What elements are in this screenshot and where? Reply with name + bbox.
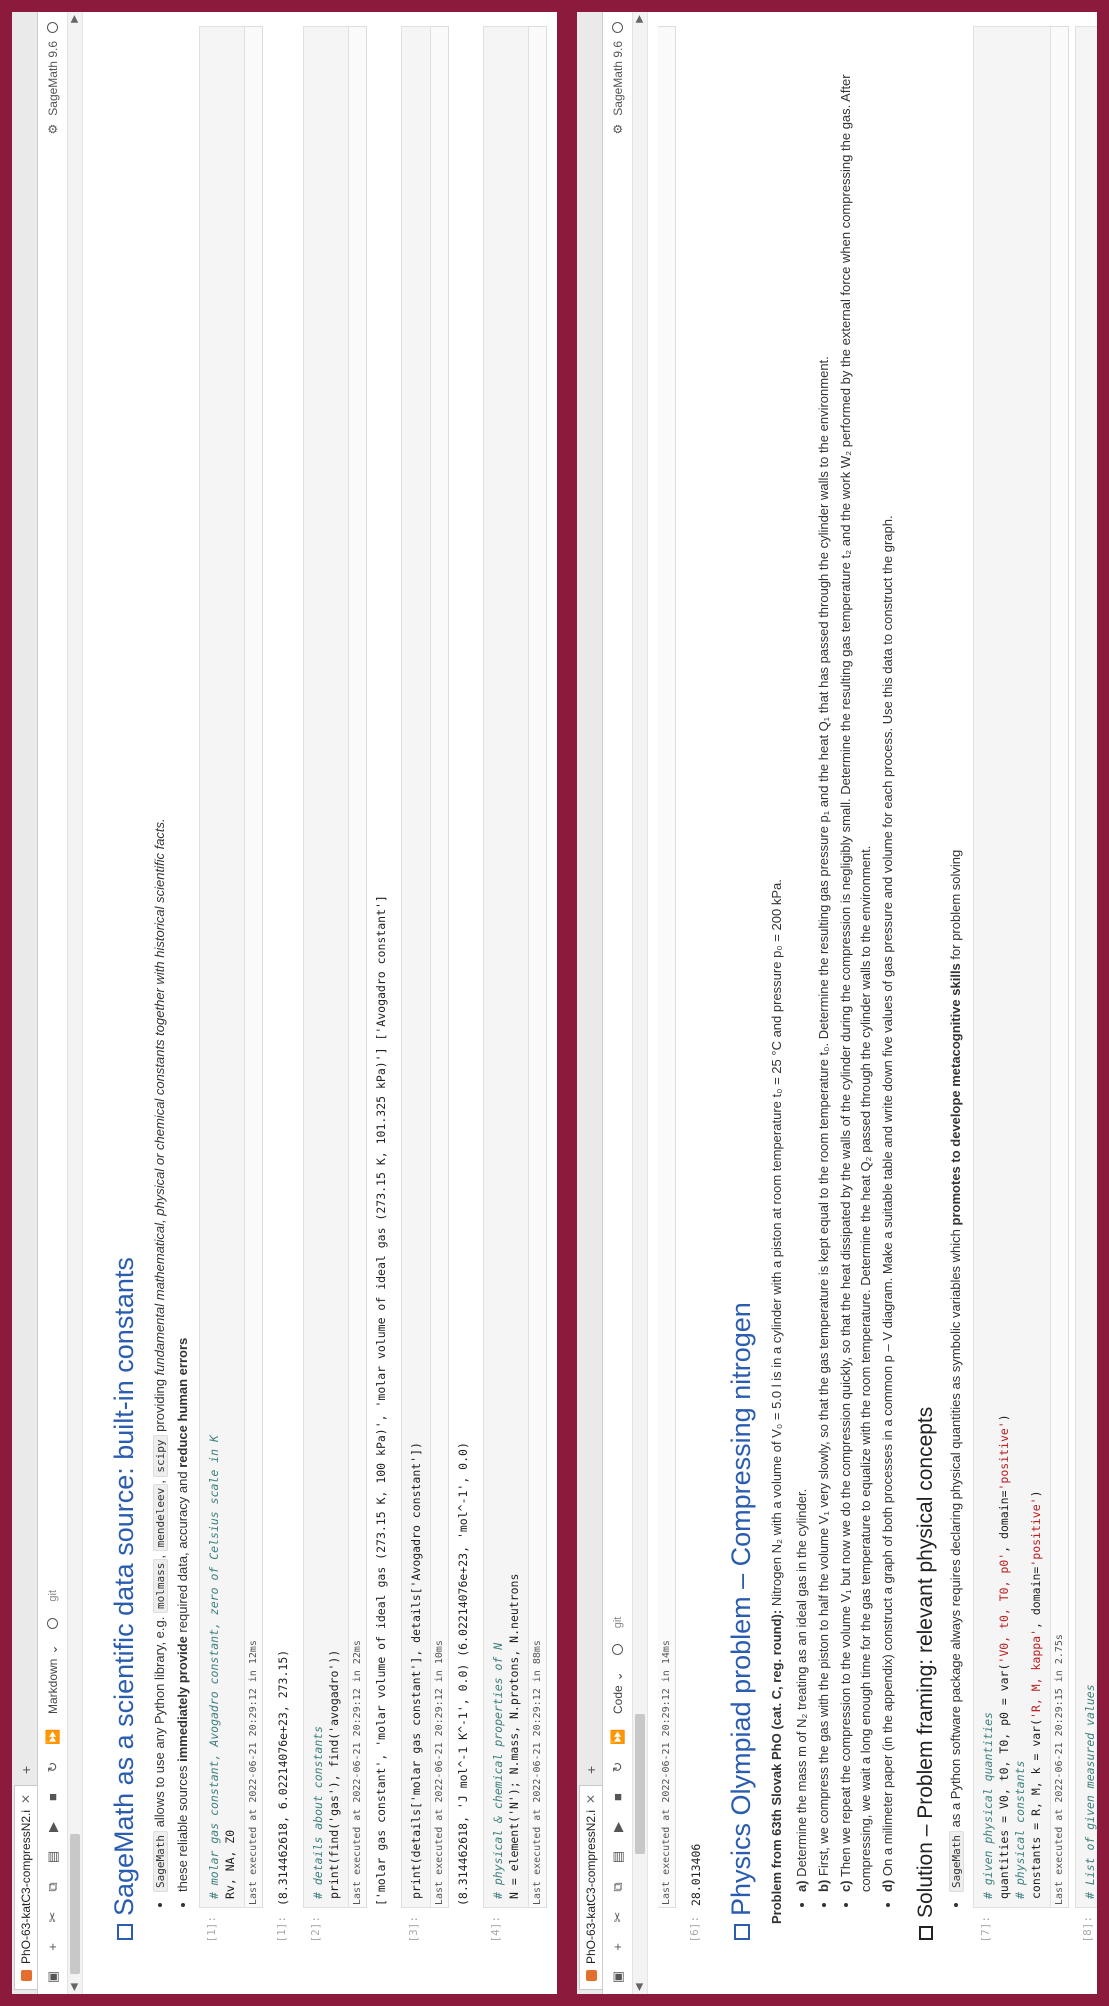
code-mendeleev: mendeleev: [153, 1484, 168, 1552]
last-executed: Last executed at 2022-06-21 20:29:12 in 12ms: [245, 26, 263, 1908]
kernel-status-icon: [612, 22, 623, 33]
last-executed: Last executed at 2022-06-21 20:29:12 in 22ms: [349, 26, 367, 1908]
output-prompt: [6]:: [688, 1916, 701, 1943]
section-heading: [726, 26, 757, 1940]
heading-text: SageMath as a scientific data source: built-in constants: [109, 1257, 139, 1916]
solution-heading: [914, 26, 938, 1940]
cell-type-label: Markdown: [45, 1658, 60, 1714]
left-tab-title: PhO-63-katC3-compressN2.i: [19, 1809, 33, 1964]
bullet-bold: reduce human errors: [175, 1337, 190, 1468]
code-cell[interactable]: [973, 26, 1069, 1980]
item-text: Determine the mass m of N₂ treating as an ideal gas in the cylinder.: [794, 1488, 809, 1877]
last-executed: Last executed at 2022-06-21 20:29:12 in 88ms: [529, 26, 547, 1908]
left-toolbar: [38, 12, 68, 1994]
item-text: First, we compress the gas with the piston to half the volume V₁ very slowly, so that the gas temperature is kept equal to the room temperature t₀. Determine the resulting gas pressure p₁ and the heat Q₁ that has passed through the cylinder walls to the environment.: [816, 356, 831, 1877]
code-editor[interactable]: print(details['molar gas constant'], details['Avogadro constant']): [401, 26, 431, 1908]
code-editor[interactable]: # given physical quantities quantities = V0, t0, T0, p0 = var('V0, t0, T0, p0', domain='positive') # physical constants constants = R, M, k = var('R, M, kappa', domain='positive'): [973, 26, 1051, 1908]
bullet-text: these reliable sources: [175, 1765, 190, 1892]
fast-forward-icon[interactable]: ⏩: [609, 1728, 625, 1746]
chevron-down-icon: ⌄: [45, 1644, 60, 1655]
cell-output: (8.314462618, 6.02214076e+23, 273.15): [276, 1649, 290, 1906]
notebook-icon: [21, 1970, 32, 1981]
run-icon[interactable]: ▶: [44, 1822, 60, 1832]
code-editor[interactable]: [199, 26, 245, 1908]
cell-output: 28.013406: [689, 1843, 703, 1906]
bullet-text: for problem solving: [948, 849, 963, 960]
code-comment: # physical & chemical properties of N: [491, 1642, 505, 1899]
right-notebook-window: [577, 12, 1097, 1994]
right-tab-title: PhO-63-katC3-compressN2.i: [584, 1809, 598, 1964]
input-prompt: [1]:: [205, 1916, 218, 1943]
item-key: c): [838, 1880, 853, 1892]
intro-list: [150, 26, 193, 1920]
notebook-icon: [586, 1970, 597, 1981]
problem-item: [814, 26, 834, 1892]
problem-items: [792, 26, 898, 1920]
scroll-left-icon[interactable]: ◀: [69, 1983, 80, 1991]
code-editor[interactable]: [303, 26, 349, 1908]
git-label: git: [46, 1589, 59, 1602]
heading-text: Solution – Problem framing: relevant physical concepts: [914, 1406, 937, 1918]
copy-icon[interactable]: ⧉: [609, 1882, 625, 1892]
code-editor[interactable]: # List of given measured values: [1075, 26, 1097, 1908]
stop-icon[interactable]: ■: [610, 1793, 625, 1801]
item-key: d): [880, 1879, 895, 1892]
code-sagemath: SageMath: [153, 1831, 168, 1892]
input-prompt: [8]:: [1081, 1916, 1094, 1943]
new-tab-button[interactable]: +: [583, 1765, 599, 1774]
add-cell-icon[interactable]: +: [610, 1943, 625, 1951]
scroll-right-icon[interactable]: ▶: [69, 15, 80, 23]
section-heading: [109, 26, 140, 1940]
code-text: N = element('N'); N.mass, N.protons, N.neutrons: [507, 1573, 521, 1899]
left-tab-bar: [12, 12, 38, 1994]
code-sagemath: SageMath: [949, 1831, 964, 1892]
code-molmass: molmass: [153, 1559, 168, 1613]
heading-text: Physics Olympiad problem – Compressing nitrogen: [726, 1302, 756, 1916]
code-scipy: scipy: [153, 1435, 168, 1476]
checkbox-icon: [117, 1924, 133, 1940]
bullet-bold: promotes to develope metacognitive skills: [948, 963, 963, 1226]
git-label: git: [611, 1616, 624, 1629]
last-executed: Last executed at 2022-06-21 20:29:15 in 2.75s: [1051, 26, 1069, 1908]
output-cell: [682, 26, 710, 1980]
code-text: print(find('gas'), find('avogadro')): [327, 1649, 341, 1899]
restart-icon[interactable]: ↻: [609, 1761, 625, 1773]
right-toolbar: [603, 12, 633, 1994]
scrollbar-thumb[interactable]: [635, 1714, 645, 1854]
bullet-text: required data, accuracy and: [175, 1471, 190, 1633]
input-prompt: [3]:: [407, 1916, 420, 1943]
output-prompt: [1]:: [275, 1916, 288, 1943]
item-text: Then we repeat the compression to the volume V₁ but now we do the compression quickly, so that the heat dissipated by the walls of the cylinder during the compression is negligibly small. Determine the resulting gas temperature t₂ and the work W₂ performed by the external force when compressing the gas. After compressing, we wait a long enough time for the gas temperature to equalize with the room temperature. Determine the heat Q₂ passed through the cylinder walls to the environment.: [838, 74, 873, 1892]
fast-forward-icon[interactable]: ⏩: [44, 1728, 60, 1746]
paste-icon[interactable]: ▤: [44, 1850, 60, 1864]
bullet-text: providing: [152, 1379, 167, 1432]
output-cell: [553, 26, 557, 1980]
kernel-name[interactable]: SageMath 9.6: [45, 41, 60, 116]
problem-item: [792, 26, 812, 1892]
code-cell[interactable]: [303, 26, 395, 1980]
add-cell-icon[interactable]: +: [45, 1943, 60, 1951]
left-notebook-body: [83, 12, 557, 1994]
paste-icon[interactable]: ▤: [609, 1850, 625, 1864]
last-executed: Last executed at 2022-06-21 20:29:12 in 10ms: [431, 26, 449, 1908]
problem-intro: Nitrogen N₂ with a volume of V₀ = 5.0 l is in a cylinder with a piston at room temperature t₀ = 25 °C and pressure p₀ = 200 kPa.: [769, 879, 784, 1607]
item-text: On a milimeter paper (in the appendix) construct a graph of both processes in a common p – V diagram. Make a suitable table and write down five values of gas pressure and volume for each process. Use this data to construct the graph.: [880, 515, 895, 1877]
bullet-text-italic: fundamental mathematical, physical or chemical constants together with historical scientific facts.: [152, 818, 167, 1376]
item-key: b): [816, 1879, 831, 1892]
left-notebook-window: [12, 12, 557, 1994]
code-comment: # details about constants: [311, 1725, 325, 1899]
checkbox-icon: [734, 1924, 750, 1940]
save-icon[interactable]: ▣: [44, 1970, 60, 1984]
right-notebook-tab[interactable]: [579, 1785, 602, 1990]
solution-bullet: [946, 26, 967, 1892]
cut-icon[interactable]: ✂: [609, 1911, 625, 1923]
clock-icon[interactable]: [47, 1618, 58, 1629]
item-key: a): [794, 1880, 809, 1892]
input-prompt: [2]:: [309, 1916, 322, 1943]
code-comment: # molar gas constant, Avogadro constant, zero of Celsius scale in K: [207, 1435, 221, 1899]
kernel-name[interactable]: SageMath 9.6: [610, 41, 625, 116]
intro-bullet: • SageMath allows to use any Python library, e.g. molmass, mendeleev, scipy providing fundamental mathematical, physical or chemical constants together with historical scientific facts.: [150, 26, 171, 1892]
kernel-status-icon: [47, 22, 58, 33]
solution-list: [946, 26, 967, 1920]
copy-icon[interactable]: ⧉: [44, 1882, 60, 1892]
scroll-left-icon[interactable]: ◀: [634, 1983, 645, 1991]
problem-item: [878, 26, 898, 1892]
scrollbar-thumb[interactable]: [70, 1834, 80, 1974]
bullet-bold: immediately provide: [175, 1636, 190, 1762]
problem-item: [836, 26, 876, 1892]
stop-icon[interactable]: ■: [45, 1793, 60, 1801]
horizontal-scrollbar[interactable]: [633, 12, 648, 1994]
previous-cell-tail: [658, 26, 676, 1980]
chevron-down-icon: ⌄: [610, 1671, 625, 1682]
bullet-text: allows to use any Python library, e.g.: [152, 1616, 167, 1828]
input-prompt: [4]:: [489, 1916, 502, 1943]
new-tab-button[interactable]: +: [18, 1765, 34, 1774]
code-cell[interactable]: [1075, 26, 1097, 1980]
code-cell[interactable]: [199, 26, 263, 1980]
cell-type-select[interactable]: [611, 1671, 625, 1714]
last-executed: Last executed at 2022-06-21 20:29:12 in 14ms: [658, 26, 676, 1908]
code-cell[interactable]: [483, 26, 547, 1980]
run-icon[interactable]: ▶: [609, 1822, 625, 1832]
gear-icon[interactable]: ⚙: [610, 123, 625, 135]
restart-icon[interactable]: ↻: [44, 1761, 60, 1773]
code-editor[interactable]: [483, 26, 529, 1908]
save-icon[interactable]: ▣: [609, 1970, 625, 1984]
scroll-right-icon[interactable]: ▶: [634, 15, 645, 23]
cut-icon[interactable]: ✂: [44, 1911, 60, 1923]
cell-type-select[interactable]: [46, 1645, 60, 1714]
cell-output: [553, 26, 557, 1908]
gear-icon[interactable]: ⚙: [45, 123, 60, 135]
cell-output: ['molar gas constant', 'molar volume of ideal gas (273.15 K, 100 kPa)', 'molar volume of ideal gas (273.15 K, 101.325 kPa)'] ['Avogadro constant']: [374, 895, 388, 1906]
cell-type-label: Code: [610, 1685, 625, 1714]
left-notebook-tab[interactable]: [14, 1785, 37, 1990]
problem-statement: [767, 26, 786, 1924]
intro-bullet: [173, 26, 193, 1892]
right-tab-bar: [577, 12, 603, 1994]
clock-icon[interactable]: [612, 1644, 623, 1655]
close-tab-icon[interactable]: ✕: [19, 1793, 33, 1804]
bullet-text: as a Python software package always requires declaring physical quantities as symbolic variables which: [948, 1229, 963, 1828]
code-cell[interactable]: [401, 26, 477, 1980]
right-notebook-body: [648, 12, 1097, 1994]
horizontal-scrollbar[interactable]: [68, 12, 83, 1994]
input-prompt: [7]:: [979, 1916, 992, 1943]
problem-source: Problem from 63th Slovak PhO (cat. C, reg. round):: [769, 1609, 784, 1924]
close-tab-icon[interactable]: ✕: [584, 1793, 598, 1804]
cell-output: (8.314462618, 'J mol^-1 K^-1', 0.0) (6.02214076e+23, 'mol^-1', 0.0): [456, 1442, 470, 1906]
code-text: Rv, NA, Z0: [223, 1829, 237, 1899]
output-cell: [269, 26, 297, 1980]
output-prompt: [553, 1908, 557, 1980]
checkbox-icon: [919, 1926, 933, 1940]
blank-prompt: [658, 1908, 676, 1980]
